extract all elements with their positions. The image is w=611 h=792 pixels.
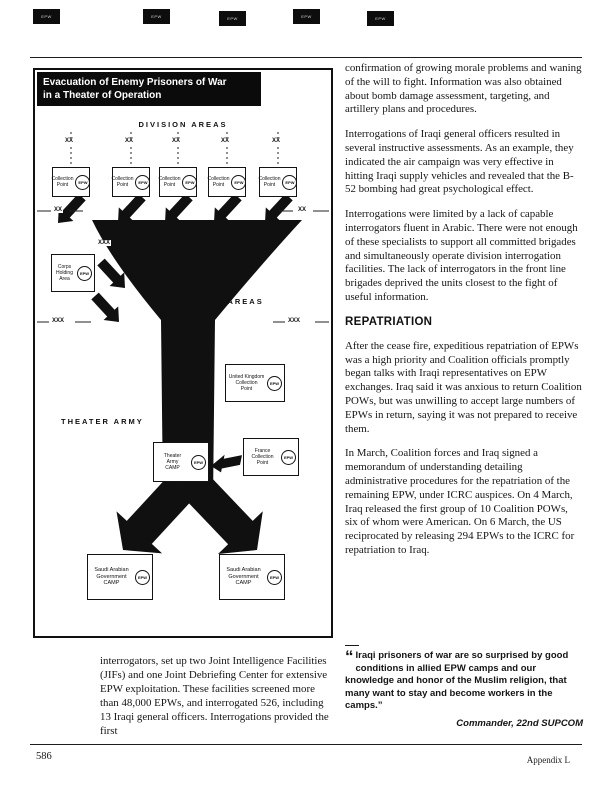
epw-artifact-label: EPW bbox=[227, 16, 238, 21]
collection-point-label: Collection Point bbox=[207, 175, 230, 188]
epw-badge: EPW bbox=[231, 175, 246, 190]
unit-xx-label: XX bbox=[125, 138, 134, 144]
epw-evacuation-diagram bbox=[33, 68, 333, 638]
paragraph: After the cease fire, expeditious repatriation of EPWs was a high priority and Coalition officials promptly began talks with Iraqi representatives on EPW exchanges. Iraq said it was anxious to return Coalition POWs, but was unwilling to accept large numbers of EPWs in return, saying it was not prepared to receive them. bbox=[345, 339, 582, 435]
saudi-camp-label: Saudi Arabian Government CAMP bbox=[94, 566, 129, 587]
collection-point-box bbox=[52, 167, 90, 197]
paragraph: interrogators, set up two Joint Intelligence Facilities (JIFs) and one Joint Debriefing Center for extensive EPW exploitation. These facilities screened more than 48,000 EPWs, and interrogated 526, including 13 Iraqi general officers. Interrogations provided the first bbox=[100, 655, 329, 737]
quote-rule bbox=[345, 645, 359, 646]
diagram-flow-arrows bbox=[35, 70, 331, 636]
collection-point-label: Collection Point bbox=[51, 175, 74, 188]
open-quote-mark: “ bbox=[345, 647, 354, 666]
paragraph: Interrogations were limited by a lack of capable interrogators fluent in Arabic. There were not enough of these specialists to support all committed brigades and simultaneously operate division interrogation facilities. The lack of interrogators in the front line brigades deprived the units closest to the fight of useful information. bbox=[345, 208, 578, 303]
epw-badge: EPW bbox=[281, 450, 296, 465]
france-collection-point-box bbox=[243, 438, 299, 476]
theater-army-camp-box bbox=[153, 442, 209, 482]
diagram-title bbox=[37, 72, 261, 106]
collection-point-label: Collection Point bbox=[111, 175, 134, 188]
theater-army-label: THEATER ARMY bbox=[61, 417, 144, 426]
united-kingdom-label: United Kingdom Collection Point bbox=[228, 373, 265, 393]
collection-point-label: Collection Point bbox=[158, 175, 181, 188]
epw-badge: EPW bbox=[182, 175, 197, 190]
pull-quote bbox=[345, 647, 583, 730]
epw-badge: EPW bbox=[75, 175, 90, 190]
right-text-column bbox=[345, 62, 583, 569]
unit-xx-label: XX bbox=[272, 138, 281, 144]
epw-badge: EPW bbox=[77, 266, 92, 281]
epw-marker-artifact bbox=[33, 9, 60, 24]
collection-point-label: Collection Point bbox=[258, 175, 281, 188]
epw-badge: EPW bbox=[267, 570, 282, 585]
saudi-camp-label: Saudi Arabian Government CAMP bbox=[226, 566, 261, 587]
corps-xxx-label: XXX bbox=[98, 240, 111, 246]
epw-badge: EPW bbox=[135, 570, 150, 585]
collection-point-box bbox=[112, 167, 150, 197]
epw-badge: EPW bbox=[135, 175, 150, 190]
epw-badge: EPW bbox=[282, 175, 297, 190]
collection-point-box bbox=[259, 167, 297, 197]
top-rule bbox=[30, 57, 582, 58]
paragraph: In March, Coalition forces and Iraq signed a memorandum of understanding detailing administrative procedures for the repatriation of the remaining EPW, under ICRC auspices. On 4 March, Iraq released the first group of 10 Coalition POWs, six of whom were American. On 6 March, the US reciprocated by releasing 294 EPWs to the ICRC for repatriation to Iraq. bbox=[345, 447, 575, 556]
xxx-boundary-right: XXX bbox=[288, 318, 301, 324]
collection-point-box bbox=[159, 167, 197, 197]
paragraph: confirmation of growing morale problems and waning of the will to fight. Information was also obtained about bomb damage assessment, targeting, and artillery plans and procedures. bbox=[345, 62, 582, 116]
bottom-rule bbox=[30, 744, 582, 745]
collection-point-box bbox=[208, 167, 246, 197]
unit-xx-label: XX bbox=[65, 138, 74, 144]
xxx-boundary-left: XXX bbox=[52, 318, 65, 324]
epw-artifact-label: EPW bbox=[301, 14, 312, 19]
corps-holding-area-label: Corps Holding Area bbox=[56, 263, 73, 283]
quote-attribution: Commander, 22nd SUPCOM bbox=[456, 717, 583, 729]
xx-boundary-left: XX bbox=[54, 207, 63, 213]
epw-marker-artifact bbox=[143, 9, 170, 24]
epw-marker-artifact bbox=[367, 11, 394, 26]
epw-marker-artifact bbox=[293, 9, 320, 24]
theater-army-camp-label: Theater Army CAMP bbox=[163, 452, 182, 472]
diagram-title-line2: in a Theater of Operation bbox=[43, 90, 162, 101]
epw-artifact-label: EPW bbox=[41, 14, 52, 19]
corps-holding-area-box bbox=[51, 254, 95, 292]
epw-badge: EPW bbox=[267, 376, 282, 391]
appendix-label: Appendix L bbox=[526, 755, 570, 765]
xx-boundary-right: XX bbox=[298, 207, 307, 213]
repatriation-heading: REPATRIATION bbox=[345, 315, 433, 328]
saudi-government-camp-box bbox=[219, 554, 285, 600]
continuation-paragraph bbox=[100, 654, 334, 738]
corps-areas-label: CORPS AREAS bbox=[187, 297, 264, 306]
page-number: 586 bbox=[36, 751, 52, 762]
united-kingdom-collection-point-box bbox=[225, 364, 285, 402]
unit-xx-label: XX bbox=[172, 138, 181, 144]
paragraph: Interrogations of Iraqi general officers resulted in several instructive assessments. As an example, they indicated the air campaign was very effective in hitting Iraqi supply vehicles and revealed that the B-52 bombing had great psychological effect. bbox=[345, 128, 574, 196]
france-label: France Collection Point bbox=[251, 447, 274, 467]
epw-artifact-label: EPW bbox=[151, 14, 162, 19]
epw-badge: EPW bbox=[191, 455, 206, 470]
epw-marker-artifact bbox=[219, 11, 246, 26]
saudi-government-camp-box bbox=[87, 554, 153, 600]
unit-xx-label: XX bbox=[221, 138, 230, 144]
epw-artifact-label: EPW bbox=[375, 16, 386, 21]
diagram-title-line1: Evacuation of Enemy Prisoners of War bbox=[43, 77, 227, 88]
division-areas-label: DIVISION AREAS bbox=[138, 120, 228, 129]
quote-text: Iraqi prisoners of war are so surprised by good conditions in allied EPW camps and our knowledge and honor of the Muslim religion, that many want to stay and become workers in the camps.” bbox=[345, 650, 569, 711]
